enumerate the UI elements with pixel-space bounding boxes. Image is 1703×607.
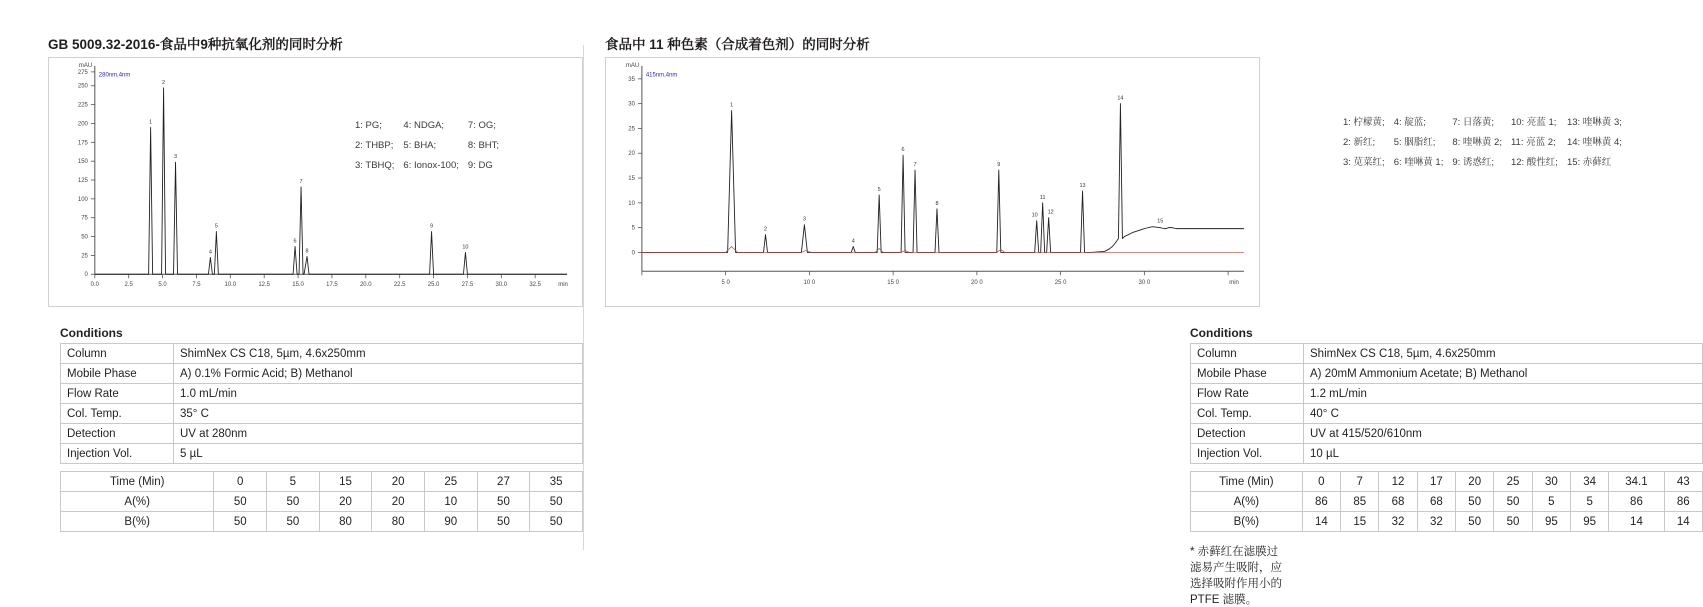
svg-text:3: 3 bbox=[173, 154, 178, 161]
svg-text:125: 125 bbox=[77, 178, 88, 184]
svg-text:5 0: 5 0 bbox=[721, 280, 730, 287]
gradient-cell: 20 bbox=[372, 492, 425, 512]
svg-text:35: 35 bbox=[628, 76, 635, 83]
gradient-cell: 25 bbox=[1494, 472, 1532, 492]
table-row bbox=[61, 404, 583, 424]
svg-text:10.0: 10.0 bbox=[224, 282, 237, 289]
svg-text:15: 15 bbox=[1157, 218, 1164, 225]
svg-text:0.0: 0.0 bbox=[90, 282, 99, 289]
gradient-row-label: B(%) bbox=[61, 512, 214, 532]
gradient-cell: 95 bbox=[1571, 512, 1609, 532]
svg-text:12: 12 bbox=[1047, 209, 1054, 216]
gradient-cell: 50 bbox=[214, 492, 267, 512]
legend-cell: 2: THBP; bbox=[355, 140, 394, 151]
svg-text:50: 50 bbox=[81, 234, 88, 241]
gradient-cell: 35 bbox=[530, 472, 583, 492]
gradient-cell: 0 bbox=[214, 472, 267, 492]
condition-key: Flow Rate bbox=[61, 384, 174, 404]
svg-text:3: 3 bbox=[802, 216, 806, 223]
page-title-right: 食品中 11 种色素（合成着色剂）的同时分析 bbox=[605, 37, 870, 52]
svg-text:7: 7 bbox=[913, 162, 917, 169]
table-row bbox=[61, 384, 583, 404]
chromatogram-right bbox=[605, 57, 1260, 307]
svg-text:0: 0 bbox=[631, 250, 635, 257]
gradient-row-label: B(%) bbox=[1191, 512, 1303, 532]
condition-value: ShimNex CS C18, 5µm, 4.6x250mm bbox=[174, 344, 583, 364]
gradient-cell: 14 bbox=[1664, 512, 1702, 532]
gradient-cell: 68 bbox=[1379, 492, 1417, 512]
legend-cell: 6: Ionox-100; bbox=[403, 160, 459, 171]
legend-cell: 8: BHT; bbox=[467, 140, 500, 151]
svg-text:275: 275 bbox=[77, 69, 88, 76]
condition-key: Injection Vol. bbox=[61, 444, 174, 464]
legend-cell: 5: 胭脂红; bbox=[1393, 137, 1436, 148]
gradient-cell: 34 bbox=[1571, 472, 1609, 492]
gradient-cell: 27 bbox=[477, 472, 530, 492]
svg-text:5.0: 5.0 bbox=[158, 282, 167, 289]
svg-text:25: 25 bbox=[628, 126, 635, 133]
condition-key: Col. Temp. bbox=[1191, 404, 1304, 424]
table-row bbox=[1191, 364, 1703, 384]
svg-text:4: 4 bbox=[851, 238, 855, 245]
legend-cell: 11: 亮蓝 2; bbox=[1510, 137, 1556, 148]
gradient-cell: 0 bbox=[1302, 472, 1340, 492]
gradient-cell: 25 bbox=[424, 472, 477, 492]
condition-key: Mobile Phase bbox=[61, 364, 174, 384]
svg-text:7.5: 7.5 bbox=[192, 282, 201, 289]
gradient-cell: 50 bbox=[530, 512, 583, 532]
gradient-cell: 86 bbox=[1302, 492, 1340, 512]
svg-text:10 0: 10 0 bbox=[803, 280, 816, 287]
legend-cell: 7: 日落黄; bbox=[1452, 117, 1495, 128]
gradient-cell: 43 bbox=[1664, 472, 1702, 492]
gradient-cell: 15 bbox=[319, 472, 372, 492]
svg-text:415nm,4nm: 415nm,4nm bbox=[645, 72, 678, 79]
gradient-cell: 86 bbox=[1664, 492, 1702, 512]
svg-text:30 0: 30 0 bbox=[1138, 280, 1151, 287]
gradient-cell: 50 bbox=[1456, 492, 1494, 512]
svg-text:280nm,4nm: 280nm,4nm bbox=[98, 72, 131, 79]
gradient-cell: 50 bbox=[530, 492, 583, 512]
gradient-cell: 50 bbox=[1494, 512, 1532, 532]
legend-cell: 13: 喹啉黄 3; bbox=[1566, 117, 1622, 128]
gradient-cell: 30 bbox=[1532, 472, 1570, 492]
svg-text:4: 4 bbox=[208, 249, 212, 256]
svg-text:13: 13 bbox=[1079, 182, 1086, 189]
svg-text:2: 2 bbox=[162, 79, 166, 86]
svg-text:2: 2 bbox=[763, 226, 768, 233]
page-title-left: GB 5009.32-2016-食品中9种抗氧化剂的同时分析 bbox=[48, 37, 343, 52]
condition-key: Mobile Phase bbox=[1191, 364, 1304, 384]
footnote-right: * 赤藓红在滤膜过滤易产生吸附，应选择吸附作用小的 PTFE 滤膜。 bbox=[1190, 546, 1282, 606]
svg-text:22.5: 22.5 bbox=[393, 282, 406, 289]
svg-text:17.5: 17.5 bbox=[326, 282, 338, 289]
legend-cell: 5: BHA; bbox=[403, 140, 437, 151]
svg-text:20 0: 20 0 bbox=[971, 280, 983, 287]
svg-text:200: 200 bbox=[77, 121, 88, 128]
legend-cell: 1: PG; bbox=[355, 120, 382, 131]
legend-left bbox=[355, 83, 508, 211]
gradient-cell: 7 bbox=[1341, 472, 1379, 492]
svg-text:14: 14 bbox=[1117, 95, 1124, 102]
table-row bbox=[1191, 424, 1703, 444]
gradient-cell: 50 bbox=[1456, 512, 1494, 532]
gradient-cell: 20 bbox=[1456, 472, 1494, 492]
gradient-cell: 80 bbox=[319, 512, 372, 532]
svg-text:150: 150 bbox=[77, 159, 88, 166]
svg-text:175: 175 bbox=[77, 140, 88, 147]
svg-text:1: 1 bbox=[149, 119, 153, 126]
svg-text:10: 10 bbox=[1031, 212, 1038, 219]
svg-text:5: 5 bbox=[631, 225, 635, 232]
svg-text:9: 9 bbox=[430, 223, 434, 230]
legend-cell: 12: 酸性红; bbox=[1510, 157, 1558, 168]
svg-text:mAU: mAU bbox=[78, 62, 93, 69]
panel-right bbox=[583, 0, 1690, 606]
gradient-cell: 10 bbox=[424, 492, 477, 512]
condition-value: ShimNex CS C18, 5µm, 4.6x250mm bbox=[1304, 344, 1703, 364]
gradient-row-label: A(%) bbox=[61, 492, 214, 512]
gradient-cell: 17 bbox=[1417, 472, 1455, 492]
gradient-cell: 50 bbox=[477, 512, 530, 532]
gradient-table-right bbox=[1190, 471, 1703, 532]
table-row bbox=[1191, 444, 1703, 464]
gradient-cell: 90 bbox=[424, 512, 477, 532]
svg-text:27.5: 27.5 bbox=[461, 282, 474, 289]
table-row bbox=[61, 444, 583, 464]
svg-text:0: 0 bbox=[84, 272, 88, 279]
svg-text:30.0: 30.0 bbox=[495, 282, 508, 289]
conditions-table-left bbox=[60, 343, 583, 464]
table-row bbox=[61, 492, 583, 512]
gradient-cell: 14 bbox=[1302, 512, 1340, 532]
svg-text:min: min bbox=[558, 282, 568, 289]
legend-cell: 4: NDGA; bbox=[403, 120, 445, 131]
svg-text:100: 100 bbox=[77, 196, 88, 203]
condition-value: A) 0.1% Formic Acid; B) Methanol bbox=[174, 364, 583, 384]
legend-cell: 2: 新红; bbox=[1343, 137, 1376, 148]
svg-text:32.5: 32.5 bbox=[529, 282, 541, 289]
svg-text:5: 5 bbox=[214, 223, 218, 230]
table-row bbox=[61, 364, 583, 384]
gradient-cell: 12 bbox=[1379, 472, 1417, 492]
legend-cell: 3: TBHQ; bbox=[355, 160, 395, 171]
gradient-cell: 20 bbox=[372, 472, 425, 492]
condition-value: UV at 415/520/610nm bbox=[1304, 424, 1703, 444]
conditions-heading-left: Conditions bbox=[60, 326, 123, 340]
condition-value: 1.2 mL/min bbox=[1304, 384, 1703, 404]
legend-cell: 10: 亮蓝 1; bbox=[1510, 117, 1557, 128]
legend-cell: 3: 苋菜红; bbox=[1343, 157, 1385, 168]
svg-text:11: 11 bbox=[1039, 194, 1046, 201]
table-row bbox=[1191, 472, 1703, 492]
gradient-row-label: A(%) bbox=[1191, 492, 1303, 512]
svg-text:25.0: 25.0 bbox=[427, 282, 440, 289]
svg-text:225: 225 bbox=[77, 102, 88, 109]
table-row bbox=[61, 512, 583, 532]
condition-key: Col. Temp. bbox=[61, 404, 174, 424]
condition-key: Column bbox=[1191, 344, 1304, 364]
svg-text:2.5: 2.5 bbox=[124, 282, 133, 289]
svg-text:5: 5 bbox=[877, 186, 881, 193]
legend-right bbox=[1343, 80, 1631, 208]
gradient-cell: 50 bbox=[477, 492, 530, 512]
legend-cell: 9: DG bbox=[467, 160, 493, 171]
svg-text:6: 6 bbox=[293, 238, 297, 245]
gradient-cell: 32 bbox=[1379, 512, 1417, 532]
legend-cell: 6: 喹啉黄 1; bbox=[1393, 157, 1444, 168]
conditions-table-right bbox=[1190, 343, 1703, 464]
condition-value: 40° C bbox=[1304, 404, 1703, 424]
svg-text:250: 250 bbox=[77, 83, 88, 90]
svg-text:25 0: 25 0 bbox=[1054, 280, 1067, 287]
gradient-cell: 50 bbox=[267, 492, 320, 512]
svg-text:12.5: 12.5 bbox=[258, 282, 271, 289]
panel-left bbox=[0, 0, 585, 594]
condition-key: Flow Rate bbox=[1191, 384, 1304, 404]
svg-text:mAU: mAU bbox=[625, 62, 640, 69]
svg-text:15 0: 15 0 bbox=[887, 280, 899, 287]
table-row bbox=[1191, 384, 1703, 404]
svg-text:30: 30 bbox=[628, 101, 635, 108]
svg-text:25: 25 bbox=[81, 253, 88, 260]
gradient-cell: 95 bbox=[1532, 512, 1570, 532]
svg-text:8: 8 bbox=[935, 200, 939, 207]
condition-value: 10 µL bbox=[1304, 444, 1703, 464]
svg-text:8: 8 bbox=[305, 248, 309, 255]
gradient-cell: 14 bbox=[1609, 512, 1664, 532]
condition-value: 5 µL bbox=[174, 444, 583, 464]
condition-value: 35° C bbox=[174, 404, 583, 424]
table-row bbox=[61, 424, 583, 444]
table-row bbox=[1191, 344, 1703, 364]
condition-value: A) 20mM Ammonium Acetate; B) Methanol bbox=[1304, 364, 1703, 384]
svg-text:20: 20 bbox=[628, 151, 635, 158]
gradient-cell: 5 bbox=[1571, 492, 1609, 512]
table-row bbox=[1191, 512, 1703, 532]
gradient-cell: 5 bbox=[267, 472, 320, 492]
svg-text:9: 9 bbox=[997, 162, 1001, 169]
condition-key: Detection bbox=[61, 424, 174, 444]
legend-cell: 7: OG; bbox=[467, 120, 496, 131]
gradient-cell: 5 bbox=[1532, 492, 1570, 512]
table-row bbox=[61, 472, 583, 492]
gradient-cell: 15 bbox=[1341, 512, 1379, 532]
legend-cell: 9: 诱惑红; bbox=[1452, 157, 1495, 168]
gradient-table-left bbox=[60, 471, 583, 532]
condition-key: Column bbox=[61, 344, 174, 364]
svg-text:15.0: 15.0 bbox=[292, 282, 304, 289]
condition-value: UV at 280nm bbox=[174, 424, 583, 444]
svg-text:75: 75 bbox=[81, 215, 88, 222]
svg-text:10: 10 bbox=[628, 200, 635, 207]
svg-text:6: 6 bbox=[901, 147, 905, 154]
gradient-cell: 50 bbox=[214, 512, 267, 532]
gradient-cell: 34.1 bbox=[1609, 472, 1664, 492]
gradient-cell: 50 bbox=[267, 512, 320, 532]
gradient-cell: 80 bbox=[372, 512, 425, 532]
table-row bbox=[1191, 404, 1703, 424]
legend-cell: 1: 柠檬黄; bbox=[1343, 117, 1385, 128]
condition-key: Injection Vol. bbox=[1191, 444, 1304, 464]
svg-text:7: 7 bbox=[299, 179, 303, 185]
gradient-cell: 50 bbox=[1494, 492, 1532, 512]
condition-key: Detection bbox=[1191, 424, 1304, 444]
legend-cell: 15: 赤藓红 bbox=[1566, 157, 1612, 168]
gradient-cell: 32 bbox=[1417, 512, 1455, 532]
table-row bbox=[61, 344, 583, 364]
legend-cell: 14: 喹啉黄 4; bbox=[1566, 137, 1622, 148]
legend-cell: 4: 靛蓝; bbox=[1393, 117, 1426, 128]
svg-text:1: 1 bbox=[730, 102, 734, 109]
legend-cell: 8: 喹啉黄 2; bbox=[1452, 137, 1502, 148]
gradient-cell: 86 bbox=[1609, 492, 1664, 512]
svg-text:10: 10 bbox=[462, 244, 469, 251]
condition-value: 1.0 mL/min bbox=[174, 384, 583, 404]
gradient-cell: 85 bbox=[1341, 492, 1379, 512]
svg-text:20.0: 20.0 bbox=[360, 282, 372, 289]
gradient-row-label: Time (Min) bbox=[1191, 472, 1303, 492]
table-row bbox=[1191, 492, 1703, 512]
conditions-heading-right: Conditions bbox=[1190, 326, 1253, 340]
gradient-cell: 20 bbox=[319, 492, 372, 512]
gradient-row-label: Time (Min) bbox=[61, 472, 214, 492]
svg-text:15: 15 bbox=[628, 176, 635, 183]
gradient-cell: 68 bbox=[1417, 492, 1455, 512]
svg-text:min: min bbox=[1229, 280, 1239, 287]
